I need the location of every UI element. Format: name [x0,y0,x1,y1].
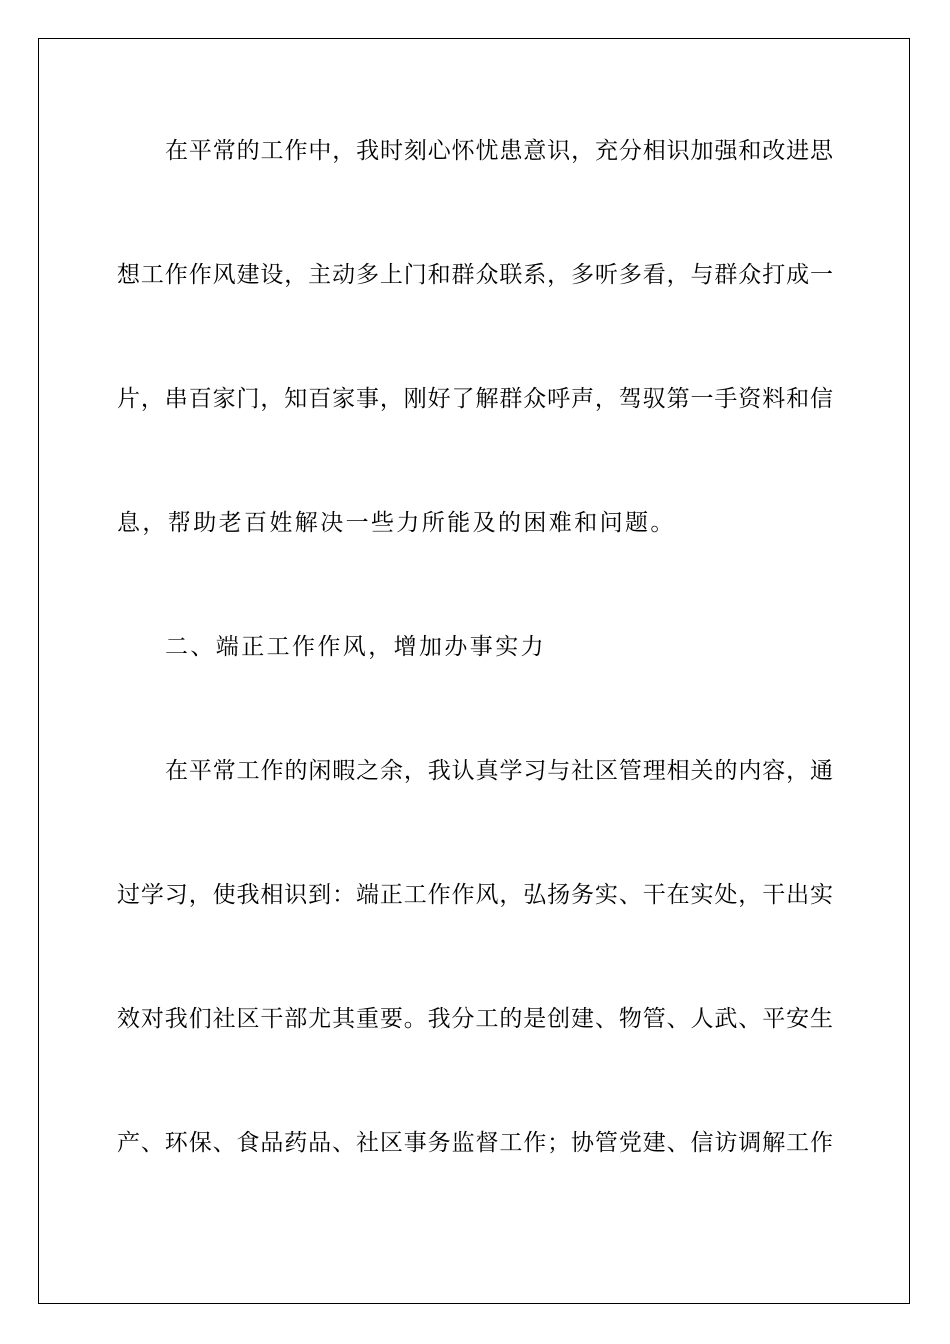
paragraph-2-line-2: 过学习，使我相识到：端正工作作风，弘扬务实、干在实处，干出实 [117,882,833,908]
paragraph-1-line-4: 息，帮助老百姓解决一些力所能及的困难和问题。 [117,510,676,536]
paragraph-1-line-1: 在平常的工作中，我时刻心怀忧患意识，充分相识加强和改进思 [165,138,833,164]
paragraph-2-line-3: 效对我们社区干部尤其重要。我分工的是创建、物管、人武、平安生 [117,1006,833,1032]
paragraph-1-line-3: 片，串百家门，知百家事，刚好了解群众呼声，驾驭第一手资料和信 [117,386,833,412]
paragraph-1-line-2: 想工作作风建设，主动多上门和群众联系，多听多看，与群众打成一 [117,262,833,288]
paragraph-2-line-1: 在平常工作的闲暇之余，我认真学习与社区管理相关的内容，通 [165,758,833,784]
paragraph-2-line-4: 产、环保、食品药品、社区事务监督工作；协管党建、信访调解工作 [117,1130,833,1156]
page-border [38,38,910,1304]
section-heading: 二、端正工作作风，增加办事实力 [165,634,546,660]
